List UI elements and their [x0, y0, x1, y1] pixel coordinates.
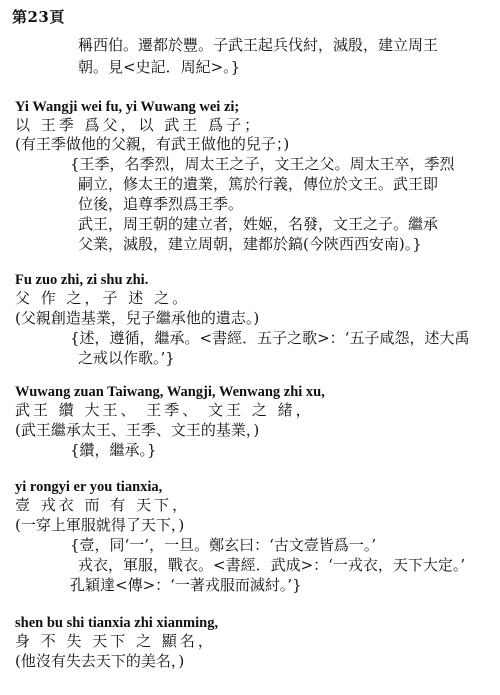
hanzi-line: 以 王季 爲父，以 武王 爲子；: [15, 116, 263, 134]
page-number: 第23頁: [12, 8, 65, 26]
hanzi-line: 身 不 失 天下 之 顯名，: [15, 632, 216, 650]
note-line: 戎衣，軍服，戰衣。<書經．武成>：‘一戎衣，天下大定。’: [78, 556, 466, 574]
note-line: 稱西伯。遷都於豐。子武王起兵伐紂，滅殷，建立周王: [78, 36, 439, 54]
translation-line: (有王季做他的父親，有武王做他的兒子；): [15, 135, 290, 153]
pinyin-line: yi rongyi er you tianxia,: [15, 479, 163, 495]
note-line: 嗣立，修太王的遺業，篤於行義，傳位於文王。武王即: [78, 175, 439, 193]
note-line: {纘，繼承。}: [70, 441, 157, 459]
translation-line: (他沒有失去天下的美名，): [15, 652, 185, 670]
note-line: 位後，追尊季烈爲王季。: [78, 195, 244, 213]
translation-line: (武王繼承太王、王季、文王的基業，): [15, 421, 260, 439]
pinyin-line: Yi Wangji wei fu, yi Wuwang wei zi;: [15, 99, 240, 115]
note-line: 武王，周王朝的建立者，姓姬，名發，文王之子。繼承: [78, 215, 439, 233]
note-line: {王季，名季烈，周太王之子，文王之父。周太王卒，季烈: [70, 155, 455, 173]
pinyin-line: Wuwang zuan Taiwang, Wangji, Wenwang zhi xu,: [15, 384, 325, 400]
pinyin-line: shen bu shi tianxia zhi xianming,: [15, 615, 219, 631]
pinyin-line: Fu zuo zhi, zi shu zhi.: [15, 272, 149, 288]
hanzi-line: 壹 戎衣 而 有 天下，: [15, 496, 191, 514]
note-line: 朝。見<史記．周紀>。}: [78, 58, 241, 76]
note-line: 孔穎達<傳>：‘一著戎服而滅紂。’}: [70, 576, 302, 594]
translation-line: (一穿上軍服就得了天下，): [15, 516, 185, 534]
note-line: 之戒以作歌。’}: [78, 349, 175, 367]
note-line: {述，遵循，繼承。<書經．五子之歌>：‘五子咸怨，述大禹: [70, 329, 470, 347]
note-line: 父業，滅殷，建立周朝，建都於鎬(今陝西西安南)。}: [78, 235, 422, 253]
translation-line: (父親創造基業，兒子繼承他的遺志。): [15, 309, 260, 327]
note-line: {壹，同‘一’，一旦。鄭玄曰：‘古文壹皆爲一。’: [70, 536, 377, 554]
hanzi-line: 父 作 之，子 述 之。: [15, 289, 191, 307]
hanzi-line: 武王 纘 大王、 王季、 文王 之 緒，: [15, 401, 314, 419]
